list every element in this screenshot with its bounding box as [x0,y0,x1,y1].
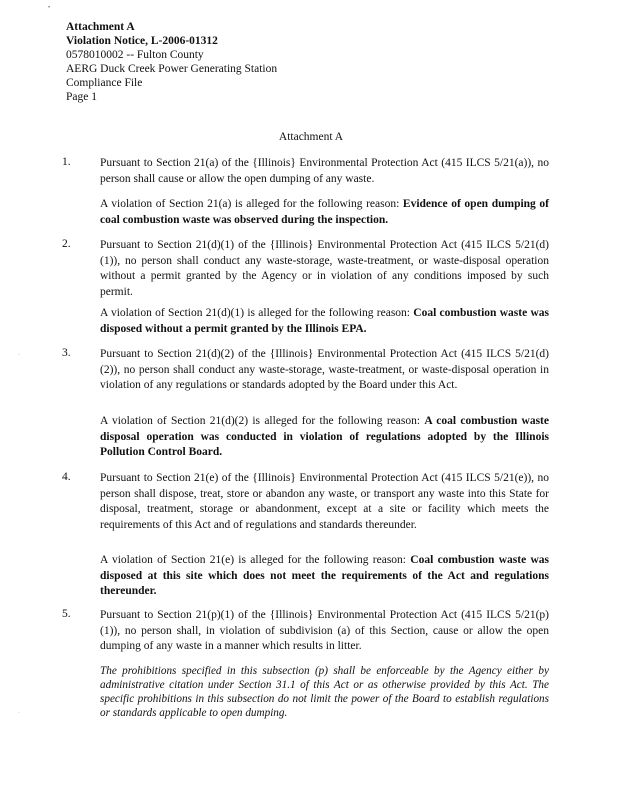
item-violation [100,414,549,461]
item-number: 4. [62,471,71,483]
header-id-county: 0578010002 -- Fulton County [66,49,204,61]
violation-prefix: A violation of Section 21(e) is alleged for the following reason: [100,554,411,566]
violation-prefix: A violation of Section 21(a) is alleged for the following reason: [100,198,403,210]
violation-reason: Coal combustion waste was disposed without a permit granted by the Illinois EPA. [100,307,549,335]
header-page: Page 1 [66,91,97,103]
item-statute-text: Pursuant to Section 21(a) of the {Illinois} Environmental Protection Act (415 ILCS 5/21(a)), no person shall cause or allow the open dumping of any waste. [100,157,549,185]
item-number: 3. [62,347,71,359]
item-violation [100,197,549,228]
violation-reason: Evidence of open dumping of coal combustion waste was observed during the inspection. [100,198,549,226]
item-number: 5. [62,608,71,620]
item-violation [100,306,549,337]
item-statute-text: Pursuant to Section 21(p)(1) of the {Illinois} Environmental Protection Act (415 ILCS 5/21(p)(1)), no person shall, in violation of subdivision (a) of this Section, cause or allow the open dumping of any waste in a manner which results in litter. [100,609,549,653]
header-file: Compliance File [66,77,143,89]
violation-prefix: A violation of Section 21(d)(2) is alleged for the following reason: [100,415,425,427]
item-number: 2. [62,238,71,250]
violation-prefix: A violation of Section 21(d)(1) is alleged for the following reason: [100,307,414,319]
scan-mark: · [18,352,20,358]
violation-reason: Coal combustion waste was disposed at this site which does not meet the requirements of the Act and regulations thereunder. [100,554,549,598]
header-facility: AERG Duck Creek Power Generating Station [66,63,278,75]
document-header [66,20,277,104]
item-number: 1. [62,156,71,168]
item-italic-note: The prohibitions specified in this subsection (p) shall be enforceable by the Agency either by administrative citation under Section 31.1 of this Act or as otherwise provided by this Act. The specific prohibitions in this subsection do not limit the power of the Board to establish regulations or standards applicable to open dumping. [100,665,549,719]
item-statute-text: Pursuant to Section 21(d)(2) of the {Illinois} Environmental Protection Act (415 ILCS 5/21(d)(2)), no person shall conduct any waste-storage, waste-treatment, or waste-disposal operation in violation of any regulations or standards adopted by the Board under this Act. [100,348,549,392]
header-attachment: Attachment A [66,21,135,33]
scan-mark: · [18,710,20,716]
header-violation-notice: Violation Notice, L-2006-01312 [66,35,218,47]
violation-reason: A coal combustion waste disposal operation was conducted in violation of regulations adopted by the Illinois Pollution Control Board. [100,415,549,459]
scan-mark: • [48,5,51,11]
page-title: Attachment A [278,131,344,143]
item-statute-text: Pursuant to Section 21(e) of the {Illinois} Environmental Protection Act (415 ILCS 5/21(e)), no person shall dispose, treat, store or abandon any waste, or transport any waste into this State for disposal, treatment, storage or abandonment, except at a site or facility which meets the requirements of this Act and of regulations and standards thereunder. [100,472,549,531]
item-statute-text: Pursuant to Section 21(d)(1) of the {Illinois} Environmental Protection Act (415 ILCS 5/21(d)(1)), no person shall conduct any waste-storage, waste-treatment, or waste-disposal operation without a permit granted by the Agency or in violation of any conditions imposed by such permit. [100,239,549,298]
item-violation [100,553,549,600]
